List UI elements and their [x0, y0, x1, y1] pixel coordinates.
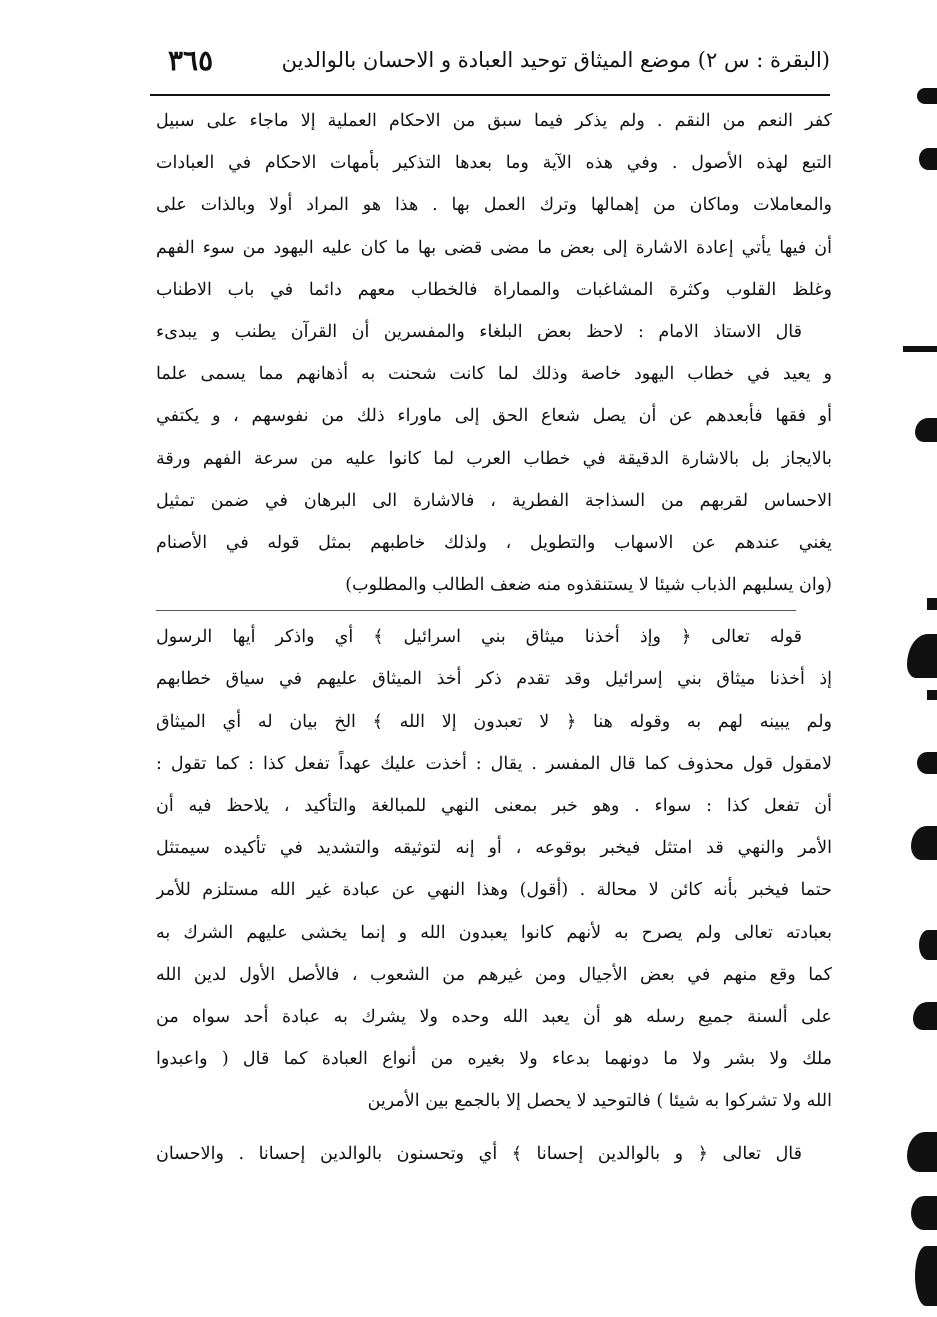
text-line: الله ولا تشركوا به شيئا ) فالتوحيد لا يحصل إلا بالجمع بين الأمرين	[367, 1091, 832, 1112]
paragraph	[156, 616, 832, 1122]
text-line: حتما فيخبر بأنه كائن لا محالة . (أقول) وهذا النهي عن عبادة غير الله مستلزم للأمر	[156, 880, 832, 901]
text-line: بالايجاز بل بالاشارة الدقيقة في خطاب العرب لما كانوا عليه من سرعة الفهم ورقة	[156, 448, 832, 469]
text-line: أن فيها يأتي إعادة الاشارة إلى بعض ما مضى قضى بها ما كان عليه اليهود من سوء الفهم	[156, 237, 832, 258]
paragraph-divider	[156, 606, 832, 616]
scan-edge-mark	[911, 826, 937, 860]
page-number: ٣٦٥	[168, 44, 214, 77]
scan-edge-mark	[903, 346, 937, 352]
scan-edge-mark	[907, 1132, 937, 1172]
text-line: والمعاملات وماكان من إهمالها وترك العمل بها . هذا هو المراد أولا وبالذات على	[156, 195, 832, 216]
scan-edge-mark	[911, 1196, 937, 1230]
text-line: يغني عندهم عن الاسهاب والتطويل ، ولذلك خاطبهم بمثل قوله في الأصنام	[156, 532, 832, 553]
scan-edge-mark	[927, 598, 937, 610]
text-line: على ألسنة جميع رسله هو أن يعبد الله وحده ولا يشرك به عبادة أحد سواه من	[156, 1006, 832, 1027]
scan-edge-mark	[917, 88, 937, 104]
scan-edge-mark	[919, 930, 937, 960]
paragraph	[156, 100, 832, 311]
scan-edge-mark	[915, 1246, 937, 1306]
text-line: قوله تعالى ﴿ وإذ أخذنا ميثاق بني اسرائيل ﴾ أي واذكر أيها الرسول	[156, 627, 802, 648]
scan-edge-mark	[907, 634, 937, 678]
text-line: كما وقع منهم في بعض الأجيال ومن غيرهم من الشعوب ، فالأصل الأول لدين الله	[156, 964, 832, 985]
paragraph	[156, 311, 832, 606]
scan-edge-mark	[913, 1002, 937, 1030]
scan-edge-mark	[927, 690, 937, 700]
body-text	[156, 100, 832, 1175]
text-line: لامقول قول محذوف كما قال المفسر . يقال : أخذت عليك عهداً تفعل كذا : كما تقول :	[156, 753, 832, 774]
text-line: إذ أخذنا ميثاق بني إسرائيل وقد تقدم ذكر أخذ الميثاق عليهم في سياق خطابهم	[156, 669, 832, 690]
running-header	[150, 40, 830, 92]
scan-edge-mark	[919, 148, 937, 170]
scan-edge-mark	[917, 752, 937, 774]
header-rule	[150, 94, 830, 96]
text-line: التبع لهذه الأصول . وفي هذه الآية وما بعدها التذكير بأمهات الاحكام في العبادات	[156, 153, 832, 174]
paragraph	[156, 1133, 832, 1175]
scan-edge-mark	[915, 418, 937, 442]
text-line: أو فقها فأبعدهم عن أن يصل شعاع الحق إلى ماوراء ذلك من نفوسهم ، و يكتفي	[156, 406, 832, 427]
text-line: قال الاستاذ الامام : لاحظ بعض البلغاء والمفسرين أن القرآن يطنب و يبدىء	[156, 321, 802, 342]
text-line: (وان يسلبهم الذباب شيئا لا يستنقذوه منه ضعف الطالب والمطلوب)	[345, 575, 832, 596]
text-line: الاحساس لقربهم من السذاجة الفطرية ، فالاشارة الى البرهان في ضمن تمثيل	[156, 490, 832, 511]
text-line: ملك ولا بشر ولا ما دونهما بدعاء ولا بغيره من أنواع العبادة كما قال ( واعبدوا	[156, 1049, 832, 1070]
text-line: وغلظ القلوب وكثرة المشاغبات والمماراة فالخطاب معهم دائما في باب الاطناب	[156, 279, 832, 300]
header-title: (البقرة : س ٢) موضع الميثاق توحيد العبادة و الاحسان بالوالدين	[281, 48, 830, 72]
text-line: أن تفعل كذا : سواء . وهو خبر بمعنى النهي للمبالغة والتأكيد ، يلاحظ فيه أن	[156, 796, 832, 816]
text-line: قال تعالى ﴿ و بالوالدين إحسانا ﴾ أي وتحسنون بالوالدين إحسانا . والاحسان	[156, 1143, 802, 1164]
text-line: بعبادته تعالى ولم يصرح به لأنهم كانوا يعبدون الله و إنما يخشى عليهم الشرك به	[156, 922, 832, 943]
text-line: كفر النعم من النقم . ولم يذكر فيما سبق من الاحكام العملية إلا ماجاء على سبيل	[156, 111, 832, 131]
text-line: و يعيد في خطاب اليهود خاصة وذلك لما كانت شحنت به أذهانهم مما يسمى علما	[156, 364, 832, 385]
text-line: الأمر والنهي قد امتثل فيخبر بوقوعه ، أو إنه لتوثيقه والتشديد في تأكيده سيمتثل	[156, 838, 832, 859]
text-line: ولم يبينه لهم به وقوله هنا ﴿ لا تعبدون إلا الله ﴾ الخ بيان له أي الميثاق	[156, 711, 832, 732]
paragraph-gap	[156, 1123, 832, 1133]
